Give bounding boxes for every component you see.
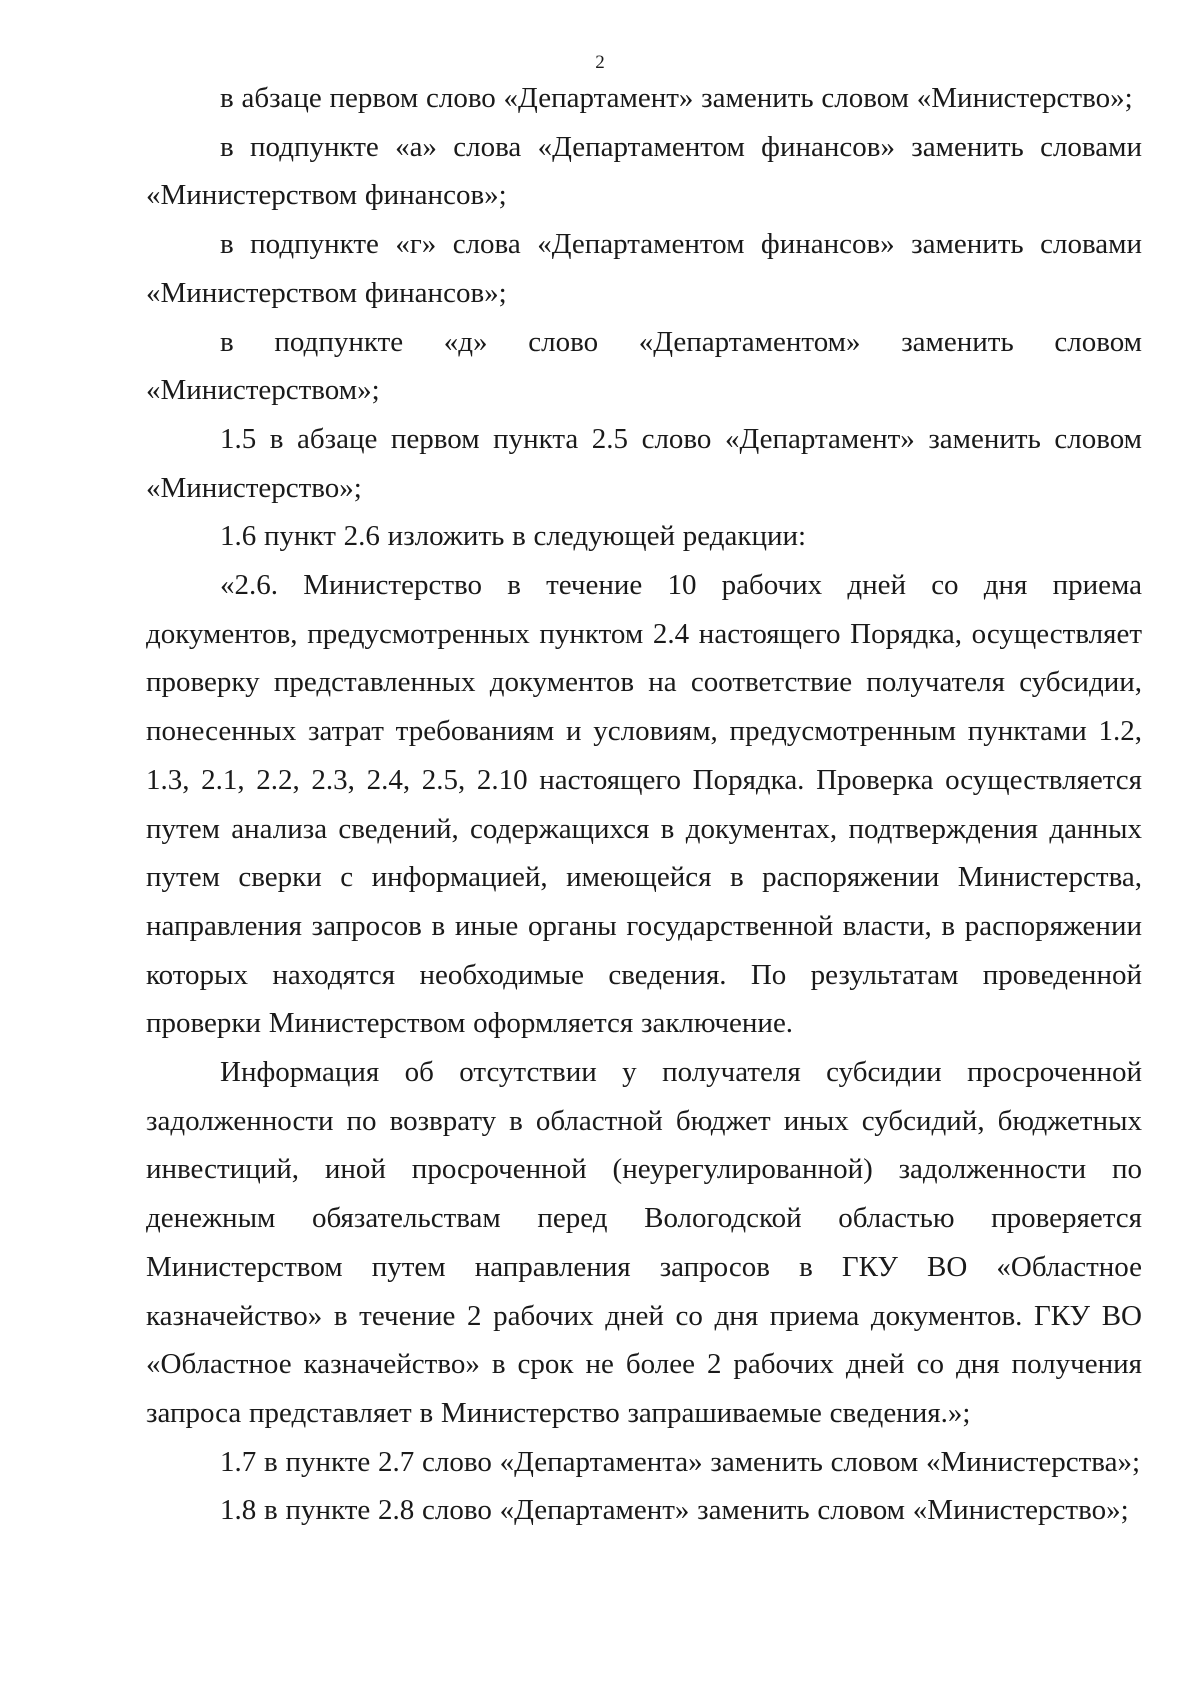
paragraph: 1.8 в пункте 2.8 слово «Департамент» заменить словом «Министерство»;	[220, 1494, 1129, 1527]
paragraph: Информация об отсутствии у получателя субсидии просроченной задолженности по возврату в областной бюджет иных субсидий, бюджетных инвестиций, иной просроченной (неурегулированной) задолженности по денежным обязательствам перед Вологодской областью проверяется Министерством путем направления запросов в ГКУ ВО «Областное казначейство» в течение 2 рабочих дней со дня приема документов. ГКУ ВО «Областное казначейство» в срок не более 2 рабочих дней со дня получения запроса представляет в Министерство запрашиваемые сведения.»;	[146, 1056, 1142, 1429]
document-body	[146, 74, 1142, 1535]
paragraph: в подпункте «г» слова «Департаментом финансов» заменить словами «Министерством финансов»;	[146, 228, 1142, 309]
paragraph: 1.5 в абзаце первом пункта 2.5 слово «Департамент» заменить словом «Министерство»;	[146, 422, 1142, 504]
paragraph: в абзаце первом слово «Департамент» заменить словом «Министерство»;	[220, 82, 1133, 114]
paragraph: 1.7 в пункте 2.7 слово «Департамента» заменить словом «Министерства»;	[220, 1445, 1141, 1478]
paragraph: в подпункте «д» слово «Департаментом» заменить словом «Министерством»;	[146, 325, 1142, 407]
paragraph: в подпункте «а» слова «Департаментом финансов» заменить словами «Министерством финансов»;	[146, 130, 1142, 212]
paragraph: 1.6 пункт 2.6 изложить в следующей редакции:	[220, 520, 807, 553]
paragraph: «2.6. Министерство в течение 10 рабочих дней со дня приема документов, предусмотренных пунктом 2.4 настоящего Порядка, осуществляет проверку представленных документов на соответствие получателя субсидии, понесенных затрат требованиям и условиям, предусмотренным пунктами 1.2, 1.3, 2.1, 2.2, 2.3, 2.4, 2.5, 2.10 настоящего Порядка. Проверка осуществляется путем анализа сведений, содержащихся в документах, подтверждения данных путем сверки с информацией, имеющейся в распоряжении Министерства, направления запросов в иные органы государственной власти, в распоряжении которых находятся необходимые сведения. По результатам проведенной проверки Министерством оформляется заключение.	[146, 569, 1142, 1040]
page-number: 2	[595, 52, 605, 73]
